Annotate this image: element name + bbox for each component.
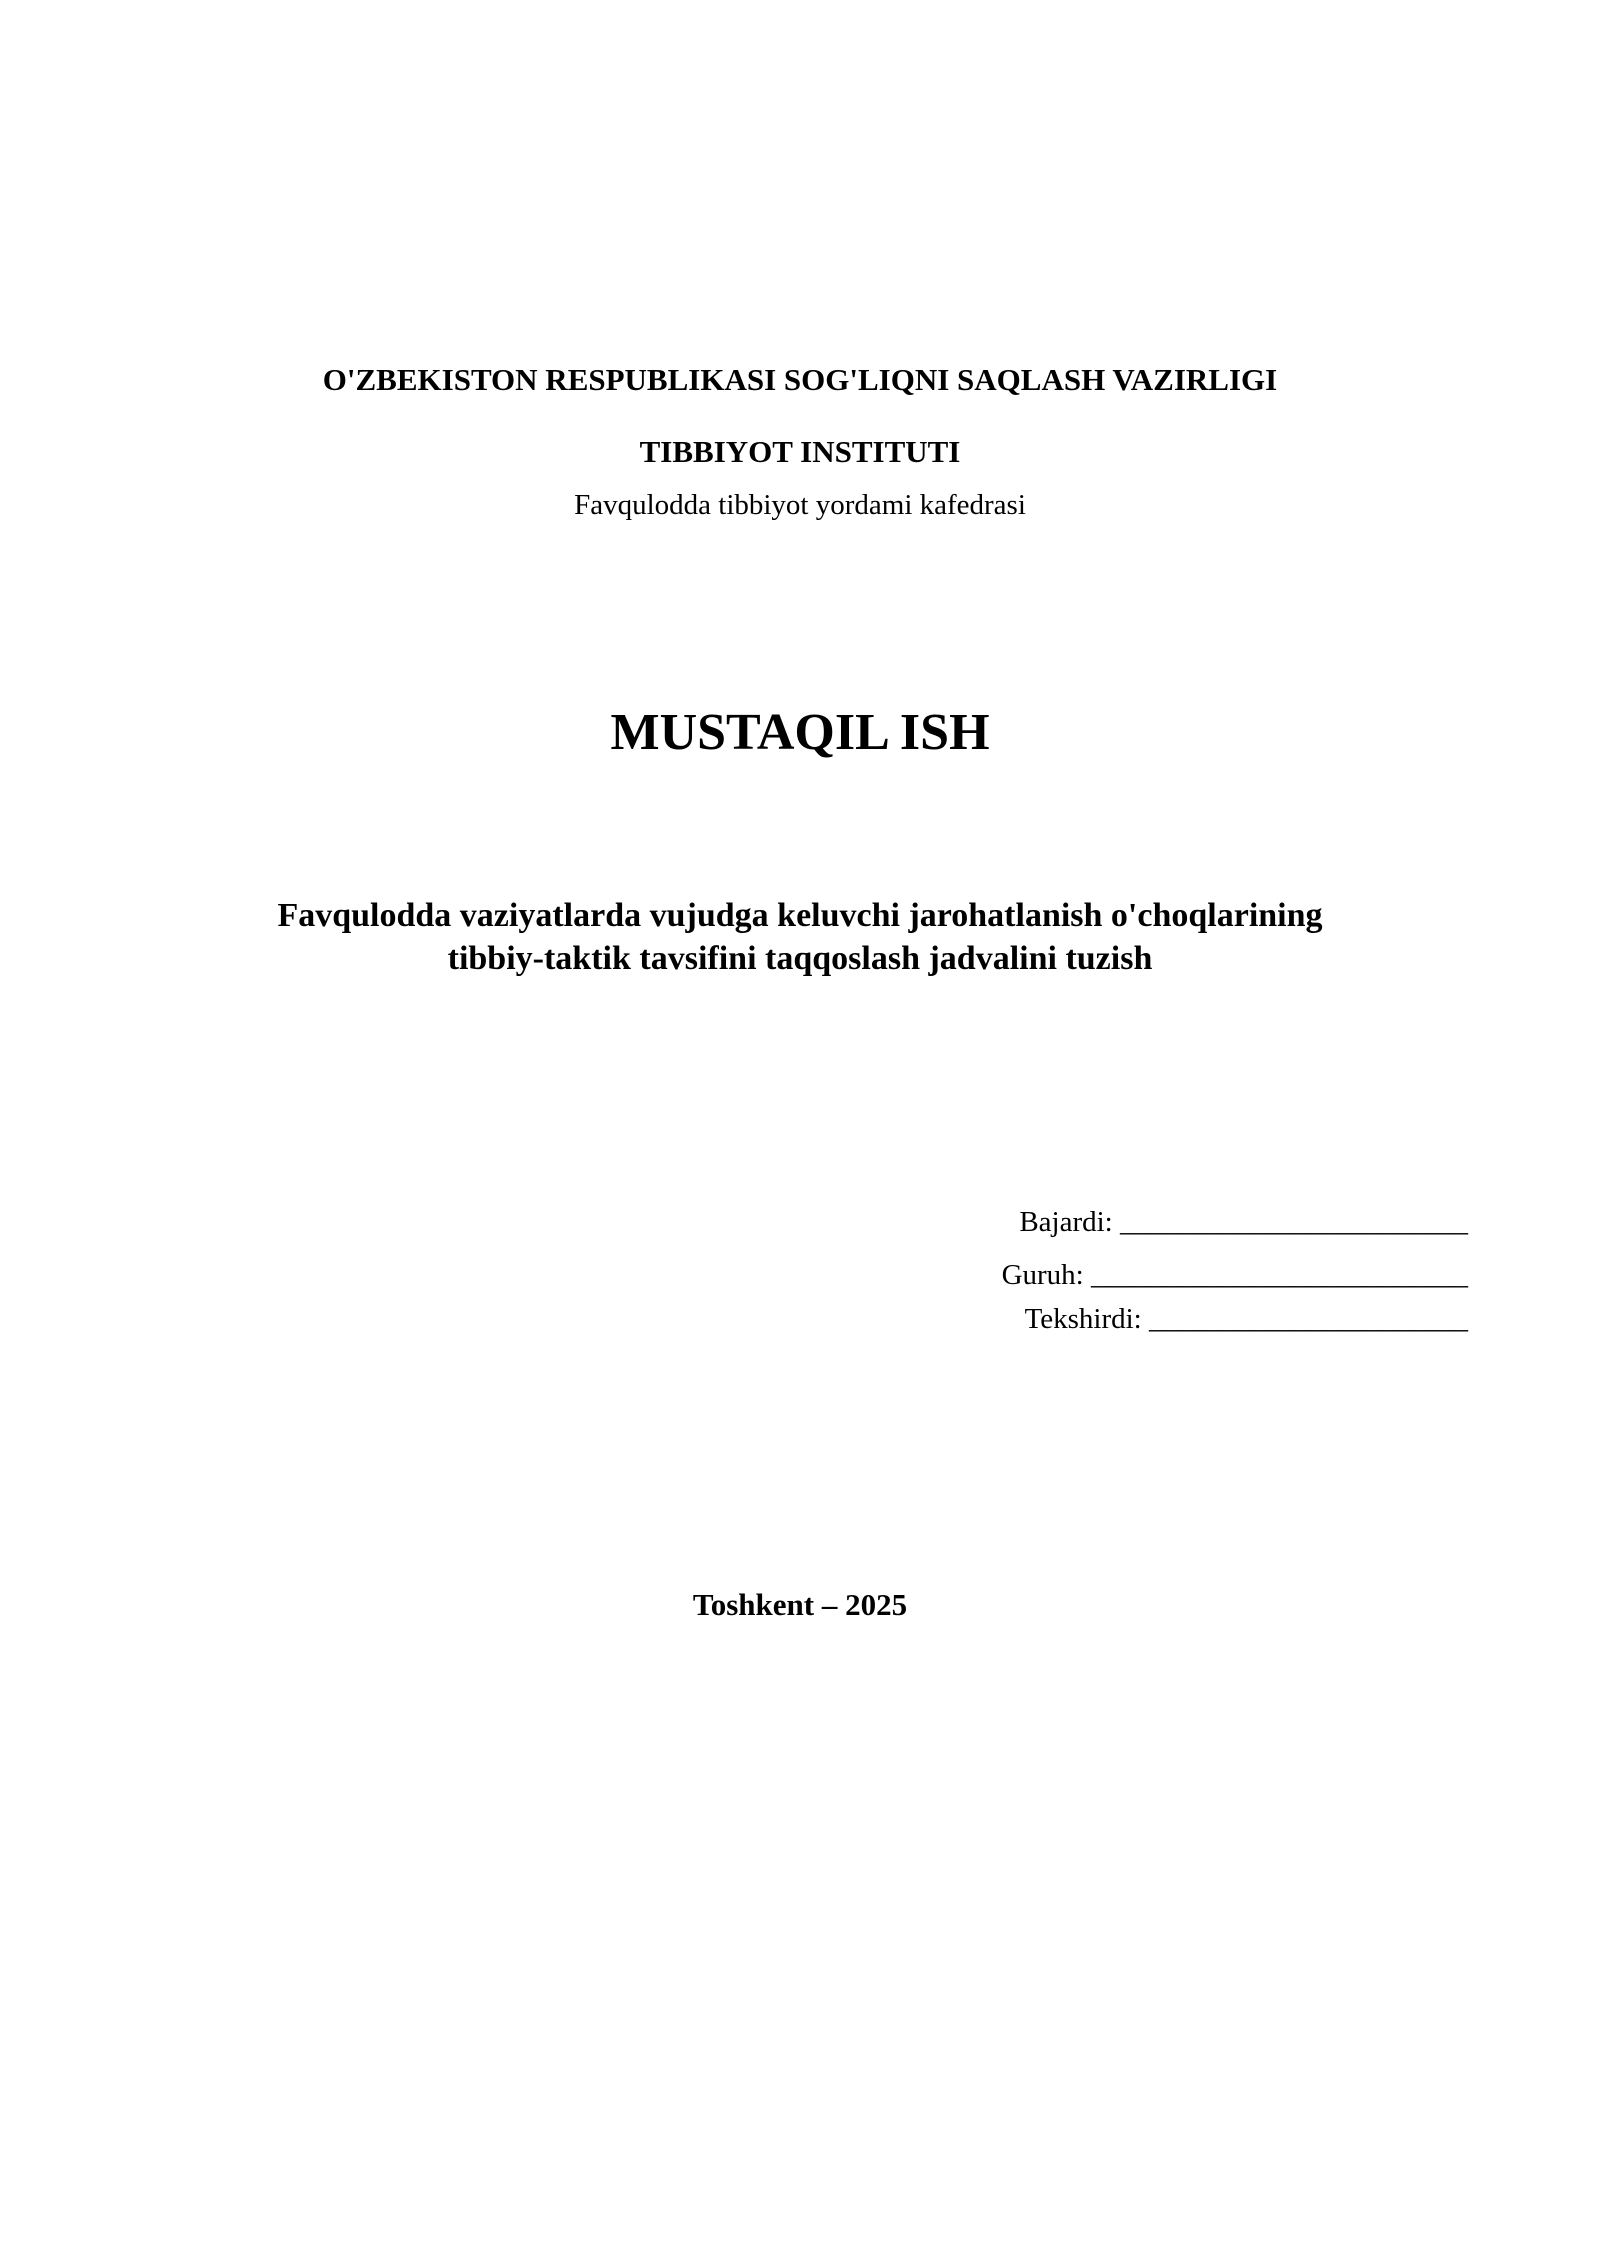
ministry-heading: O'ZBEKISTON RESPUBLIKASI SOG'LIQNI SAQLASH VAZIRLIGI — [322, 362, 1278, 397]
topic-title — [0, 894, 1600, 980]
city-year-footer: Toshkent – 2025 — [692, 1587, 908, 1622]
signature-tekshirdi: Tekshirdi: ______________________ — [1024, 1303, 1468, 1335]
institute-heading: TIBBIYOT INSTITUTI — [639, 434, 961, 469]
topic-line-1: Favqulodda vaziyatlarda vujudga keluvchi jarohatlanish o'choqlarining — [277, 897, 1323, 934]
topic-line-2: tibbiy-taktik tavsifini taqqoslash jadvalini tuzish — [447, 940, 1153, 977]
signature-block — [748, 1200, 1468, 1341]
signature-bajardi: Bajardi: ________________________ — [1019, 1206, 1468, 1238]
department-name: Favqulodda tibbiyot yordami kafedrasi — [574, 489, 1026, 521]
signature-guruh: Guruh: __________________________ — [1001, 1259, 1468, 1291]
document-type-title: MUSTAQIL ISH — [610, 704, 990, 761]
